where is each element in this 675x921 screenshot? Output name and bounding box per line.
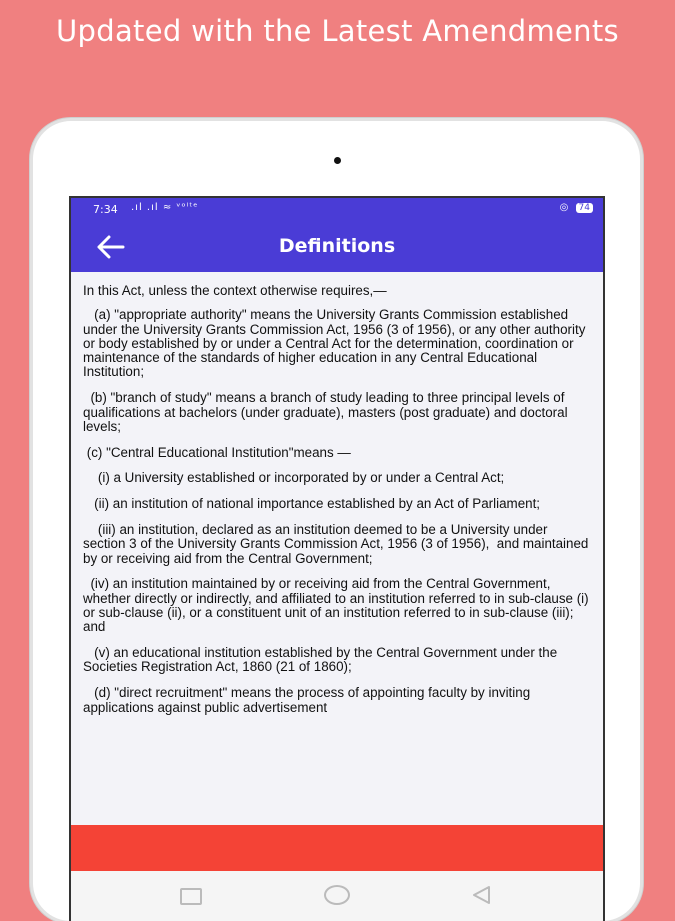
paragraph: (v) an educational institution established by the Central Government under the Societies Registration Act, 1860 (21 of 1860); bbox=[83, 645, 561, 675]
ad-banner[interactable] bbox=[71, 825, 603, 871]
paragraph: (b) "branch of study" means a branch of study leading to three principal levels of qualifications at bachelors (under graduate), masters (post graduate) and doctoral levels; bbox=[83, 390, 572, 434]
paragraph: (iv) an institution maintained by or receiving aid from the Central Government, whether directly or indirectly, and affiliated to an institution referred to in sub-clause (i) or sub-clause (ii), or a constituent unit of an institution referred to in sub-clause (iii); and bbox=[83, 576, 593, 635]
app-screen bbox=[71, 198, 603, 921]
promo-headline: Updated with the Latest Amendments bbox=[56, 14, 619, 48]
system-nav-bar bbox=[71, 871, 603, 921]
paragraph: (iii) an institution, declared as an institution deemed to be a University under section 3 of the University Grants Commission Act, 1956 (3 of 1956), and maintained by or receiving aid from the Central Government; bbox=[83, 522, 593, 566]
nav-back-icon[interactable] bbox=[469, 884, 493, 906]
signal-icons: .ıl .ıl ≈ ᵛᵒˡᵗᵉ bbox=[131, 202, 199, 213]
recents-icon[interactable] bbox=[180, 888, 202, 905]
definitions-text bbox=[71, 272, 603, 825]
home-icon[interactable] bbox=[324, 885, 350, 905]
page-title: Definitions bbox=[278, 235, 396, 257]
status-right bbox=[560, 202, 593, 213]
app-bar bbox=[71, 222, 603, 272]
camera-dot bbox=[334, 157, 341, 164]
paragraph: (i) a University established or incorporated by or under a Central Act; bbox=[83, 470, 505, 486]
paragraph: (d) "direct recruitment" means the process of appointing faculty by inviting applications against public advertisement bbox=[83, 685, 534, 715]
hotspot-icon: ◎ bbox=[559, 202, 569, 213]
paragraph: (ii) an institution of national importance established by an Act of Parliament; bbox=[83, 496, 541, 512]
battery-icon: 74 bbox=[576, 203, 593, 213]
status-time: 7:34 bbox=[93, 203, 118, 216]
paragraph: (a) "appropriate authority" means the University Grants Commission established under the University Grants Commission Act, 1956 (3 of 1956), or any other authority or body established by or under a Central Act for the determination, coordination or maintenance of the standards of higher education in any Central Educational Institution; bbox=[83, 307, 590, 380]
paragraph: (c) "Central Educational Institution"means — bbox=[83, 444, 351, 460]
tablet-frame bbox=[33, 121, 640, 921]
paragraph: In this Act, unless the context otherwise requires,— bbox=[83, 283, 387, 298]
status-bar bbox=[71, 198, 603, 222]
